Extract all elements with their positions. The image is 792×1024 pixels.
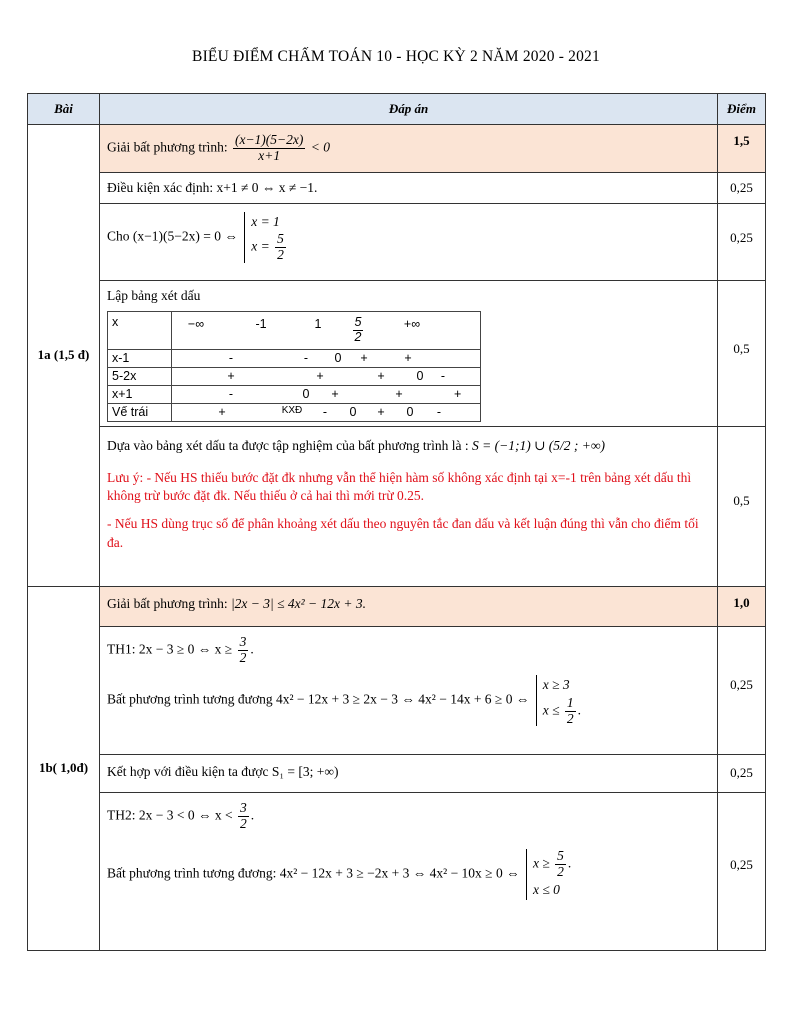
header-row [28,94,766,125]
q1a-step1-row [28,173,766,204]
sign: + [316,369,324,384]
sign: + [454,386,462,401]
q1b-task-row [28,586,766,626]
sign: 0 [406,404,414,419]
q1b-label: 1b( 1,0đ) [28,586,100,950]
q1b-th2-score: 0,25 [718,792,766,950]
q1b-task-text: Giải bất phương trình: [107,595,228,611]
q1a-step2 [100,204,718,281]
q1a-task-numerator: (x−1)(5−2x) [234,132,304,147]
sign: + [360,351,368,366]
q1b-th1: TH1: 2x − 3 ≥ 0 ⇔ x ≥ $\frac{3}{2}$ . Bất phương trình tương đương 4x² − 12x + 3 ≥ 2x − 3 ⇔ 4x² − 14x + 6 ≥ 0 ⇔ x ≥ 3 x ≤ $\frac{1}{2}$ . [100,626,718,754]
q1b-task [100,586,718,626]
sign-table [107,311,481,422]
grading-table [27,93,766,951]
sign: - [322,404,328,419]
q1b-th1-fraction: $\frac{3}{2}$ [239,633,247,665]
q1b-th2-row [28,792,766,950]
q1a-task-score: 1,5 [718,125,766,173]
x-value: -1 [255,317,267,332]
q1a-note2: - Nếu HS dùng trục số để phân khoảng xét dấu theo nguyên tắc đan dấu và kết luận đúng thì vẫn cho điểm tối đa. [107,516,699,550]
q1b-th2-solutions: x ≥ $\frac{5}{2}$ . x ≤ 0 [526,849,571,900]
sign: 0 [416,369,424,384]
page-title: BIỂU ĐIỂM CHẤM TOÁN 10 - HỌC KỲ 2 NĂM 2020 - 2021 [192,48,600,65]
sign: KXĐ [281,404,303,416]
q1b-th1-sol2: x ≤ [542,702,560,718]
q1a-note1: Lưu ý: - Nếu HS thiếu bước đặt đk nhưng vẫn thể hiện hàm số không xác định tại x=-1 trên bảng xét dấu thì không trừ bước đặt đk. Nếu thiếu ở cả hai thì mới trừ 0.25. [107,469,692,504]
q1a-step1 [100,173,718,204]
q1a-task-text: Giải bất phương trình: [107,139,228,155]
sign: - [228,386,234,401]
sign: + [377,369,385,384]
q1a-step2-sol2-den: 2 [277,247,284,263]
q1b-combine [100,754,718,792]
sign-row [108,350,481,368]
q1a-step4-text: Dựa vào bảng xét dấu ta được tập nghiệm của bất phương trình là : [107,437,469,453]
q1b-th2-sol2: x ≤ 0 [532,882,560,898]
q1a-task [100,125,718,173]
header-dap-an: Đáp án [100,94,718,125]
q1b-th1-score: 0,25 [718,626,766,754]
sign-row [108,385,481,403]
q1a-step2-sol2-lhs: x = [251,238,270,254]
q1b-th1-row [28,626,766,754]
q1a-step4-set: S = (−1;1) ∪ (5/2 ; +∞) [472,437,606,453]
q1b-combine-row [28,754,766,792]
q1b-task-expr: |2x − 3| ≤ 4x² − 12x + 3. [230,595,367,611]
x-value: +∞ [403,317,421,332]
q1b-combine-score: 0,25 [718,754,766,792]
sign: + [218,404,226,419]
sign-row-label: 5-2x [108,368,172,386]
q1a-task-denominator: x+1 [258,147,281,163]
sign-table-x-row [108,312,481,350]
sign: - [440,369,446,384]
q1a-step3 [100,281,718,427]
sign-row [108,403,481,421]
q1b-th1-sol1: x ≥ 3 [542,677,570,693]
q1b-th2-text: TH2: 2x − 3 < 0 ⇔ x < [107,807,233,823]
q1b-th2-equiv: Bất phương trình tương đương: 4x² − 12x + 3 ≥ −2x + 3 ⇔ 4x² − 10x ≥ 0 ⇔ [107,865,520,881]
q1a-step3-row [28,281,766,427]
q1a-step1-text: Điều kiện xác định: x+1 ≠ 0 ⇔ x ≠ −1. [107,180,318,195]
q1a-task-fraction [233,133,305,164]
sign: + [404,351,412,366]
sign-row-label: x-1 [108,350,172,368]
sign-table-x-label: x [108,312,172,350]
q1a-step3-text: Lập bảng xét dấu [107,288,201,303]
q1b-th2: TH2: 2x − 3 < 0 ⇔ x < $\frac{3}{2}$ . Bất phương trình tương đương: 4x² − 12x + 3 ≥ −2x + 3 ⇔ 4x² − 10x ≥ 0 ⇔ x ≥ $\frac{5}{2}$ . x ≤ 0 [100,792,718,950]
x-value: −∞ [187,317,205,332]
q1a-step1-score: 0,25 [718,173,766,204]
q1b-th1-text: TH1: 2x − 3 ≥ 0 ⇔ x ≥ [107,641,233,657]
q1a-step4-score: 0,5 [718,426,766,586]
q1a-step2-text: Cho (x−1)(5−2x) = 0 ⇔ [107,228,238,244]
sign: - [303,351,309,366]
sign-row-label: Vế trái [108,403,172,421]
q1a-step2-sol1: x = 1 [251,214,280,229]
q1a-step2-solutions [244,212,288,263]
q1a-label: 1a (1,5 đ) [28,125,100,587]
sign: 0 [349,404,357,419]
q1a-step2-row [28,204,766,281]
sign-table-x-values [172,312,481,350]
x-value-fraction: $\frac{5}{2}$ [354,315,362,345]
q1a-task-row [28,125,766,173]
sign: + [331,386,339,401]
header-diem: Điểm [718,94,766,125]
q1a-task-rhs: < 0 [310,139,331,155]
q1a-step2-sol2-num: 5 [277,231,284,247]
q1b-th2-fraction: $\frac{3}{2}$ [239,799,247,831]
sign: + [395,386,403,401]
q1b-th1-equiv: Bất phương trình tương đương 4x² − 12x + 3 ≥ 2x − 3 ⇔ 4x² − 14x + 6 ≥ 0 ⇔ [107,691,530,707]
q1a-step4 [100,426,718,586]
q1b-task-score: 1,0 [718,586,766,626]
q1a-step4-row [28,426,766,586]
sign-row [108,368,481,386]
sign: + [377,404,385,419]
header-bai: Bài [28,94,100,125]
q1b-th1-solutions: x ≥ 3 x ≤ $\frac{1}{2}$ . [536,675,581,726]
q1a-step2-score: 0,25 [718,204,766,281]
sign: 0 [334,351,342,366]
sign: 0 [302,386,310,401]
sign: - [436,404,442,419]
q1b-combine-text: Kết hợp với điều kiện ta được S₁ = [3; +∞) [107,763,339,779]
sign: + [227,369,235,384]
q1a-step3-score: 0,5 [718,281,766,427]
sign: - [228,351,234,366]
sign-row-label: x+1 [108,385,172,403]
q1b-th2-sol1: x ≥ [532,855,550,871]
x-value: 1 [314,317,322,332]
q1a-step2-sol2-fraction [275,232,286,263]
